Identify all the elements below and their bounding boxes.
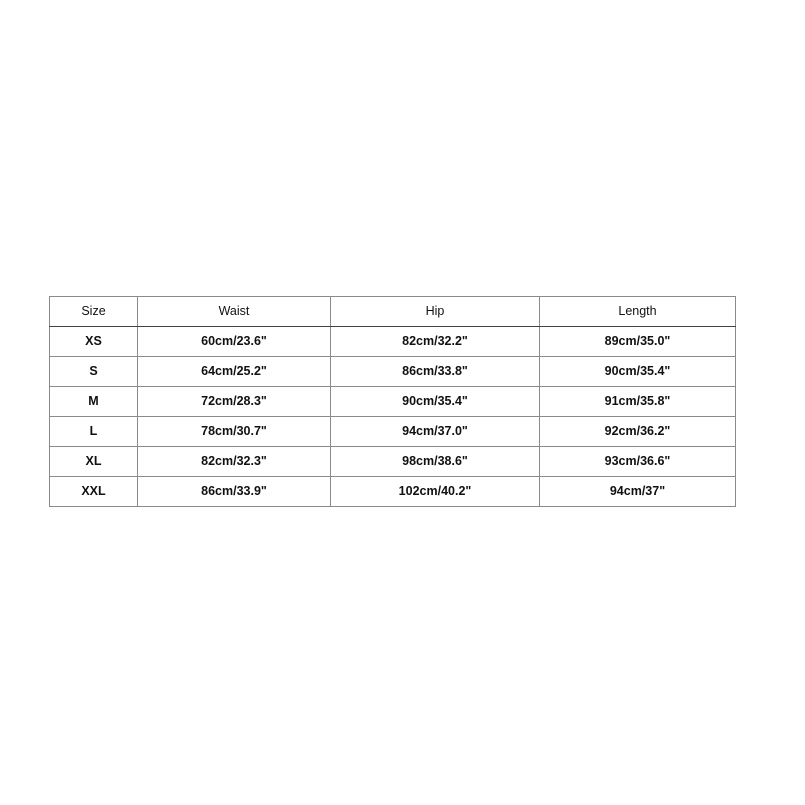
table-row xyxy=(50,417,736,447)
length-cell: 91cm/35.8" xyxy=(540,387,736,417)
header-hip: Hip xyxy=(331,297,540,327)
table-row xyxy=(50,357,736,387)
table-row xyxy=(50,447,736,477)
header-size: Size xyxy=(50,297,138,327)
length-cell: 94cm/37" xyxy=(540,477,736,507)
header-waist: Waist xyxy=(138,297,331,327)
waist-cell: 72cm/28.3" xyxy=(138,387,331,417)
table-row xyxy=(50,387,736,417)
waist-cell: 60cm/23.6" xyxy=(138,327,331,357)
size-cell: XL xyxy=(50,447,138,477)
header-length: Length xyxy=(540,297,736,327)
waist-cell: 64cm/25.2" xyxy=(138,357,331,387)
size-cell: XXL xyxy=(50,477,138,507)
waist-cell: 86cm/33.9" xyxy=(138,477,331,507)
table-row xyxy=(50,477,736,507)
hip-cell: 90cm/35.4" xyxy=(331,387,540,417)
table-header-row xyxy=(50,297,736,327)
size-cell: S xyxy=(50,357,138,387)
length-cell: 92cm/36.2" xyxy=(540,417,736,447)
length-cell: 90cm/35.4" xyxy=(540,357,736,387)
size-chart-table xyxy=(49,296,736,507)
hip-cell: 86cm/33.8" xyxy=(331,357,540,387)
size-cell: L xyxy=(50,417,138,447)
size-cell: XS xyxy=(50,327,138,357)
table-row xyxy=(50,327,736,357)
hip-cell: 98cm/38.6" xyxy=(331,447,540,477)
hip-cell: 102cm/40.2" xyxy=(331,477,540,507)
waist-cell: 78cm/30.7" xyxy=(138,417,331,447)
length-cell: 89cm/35.0" xyxy=(540,327,736,357)
size-cell: M xyxy=(50,387,138,417)
hip-cell: 94cm/37.0" xyxy=(331,417,540,447)
length-cell: 93cm/36.6" xyxy=(540,447,736,477)
waist-cell: 82cm/32.3" xyxy=(138,447,331,477)
hip-cell: 82cm/32.2" xyxy=(331,327,540,357)
